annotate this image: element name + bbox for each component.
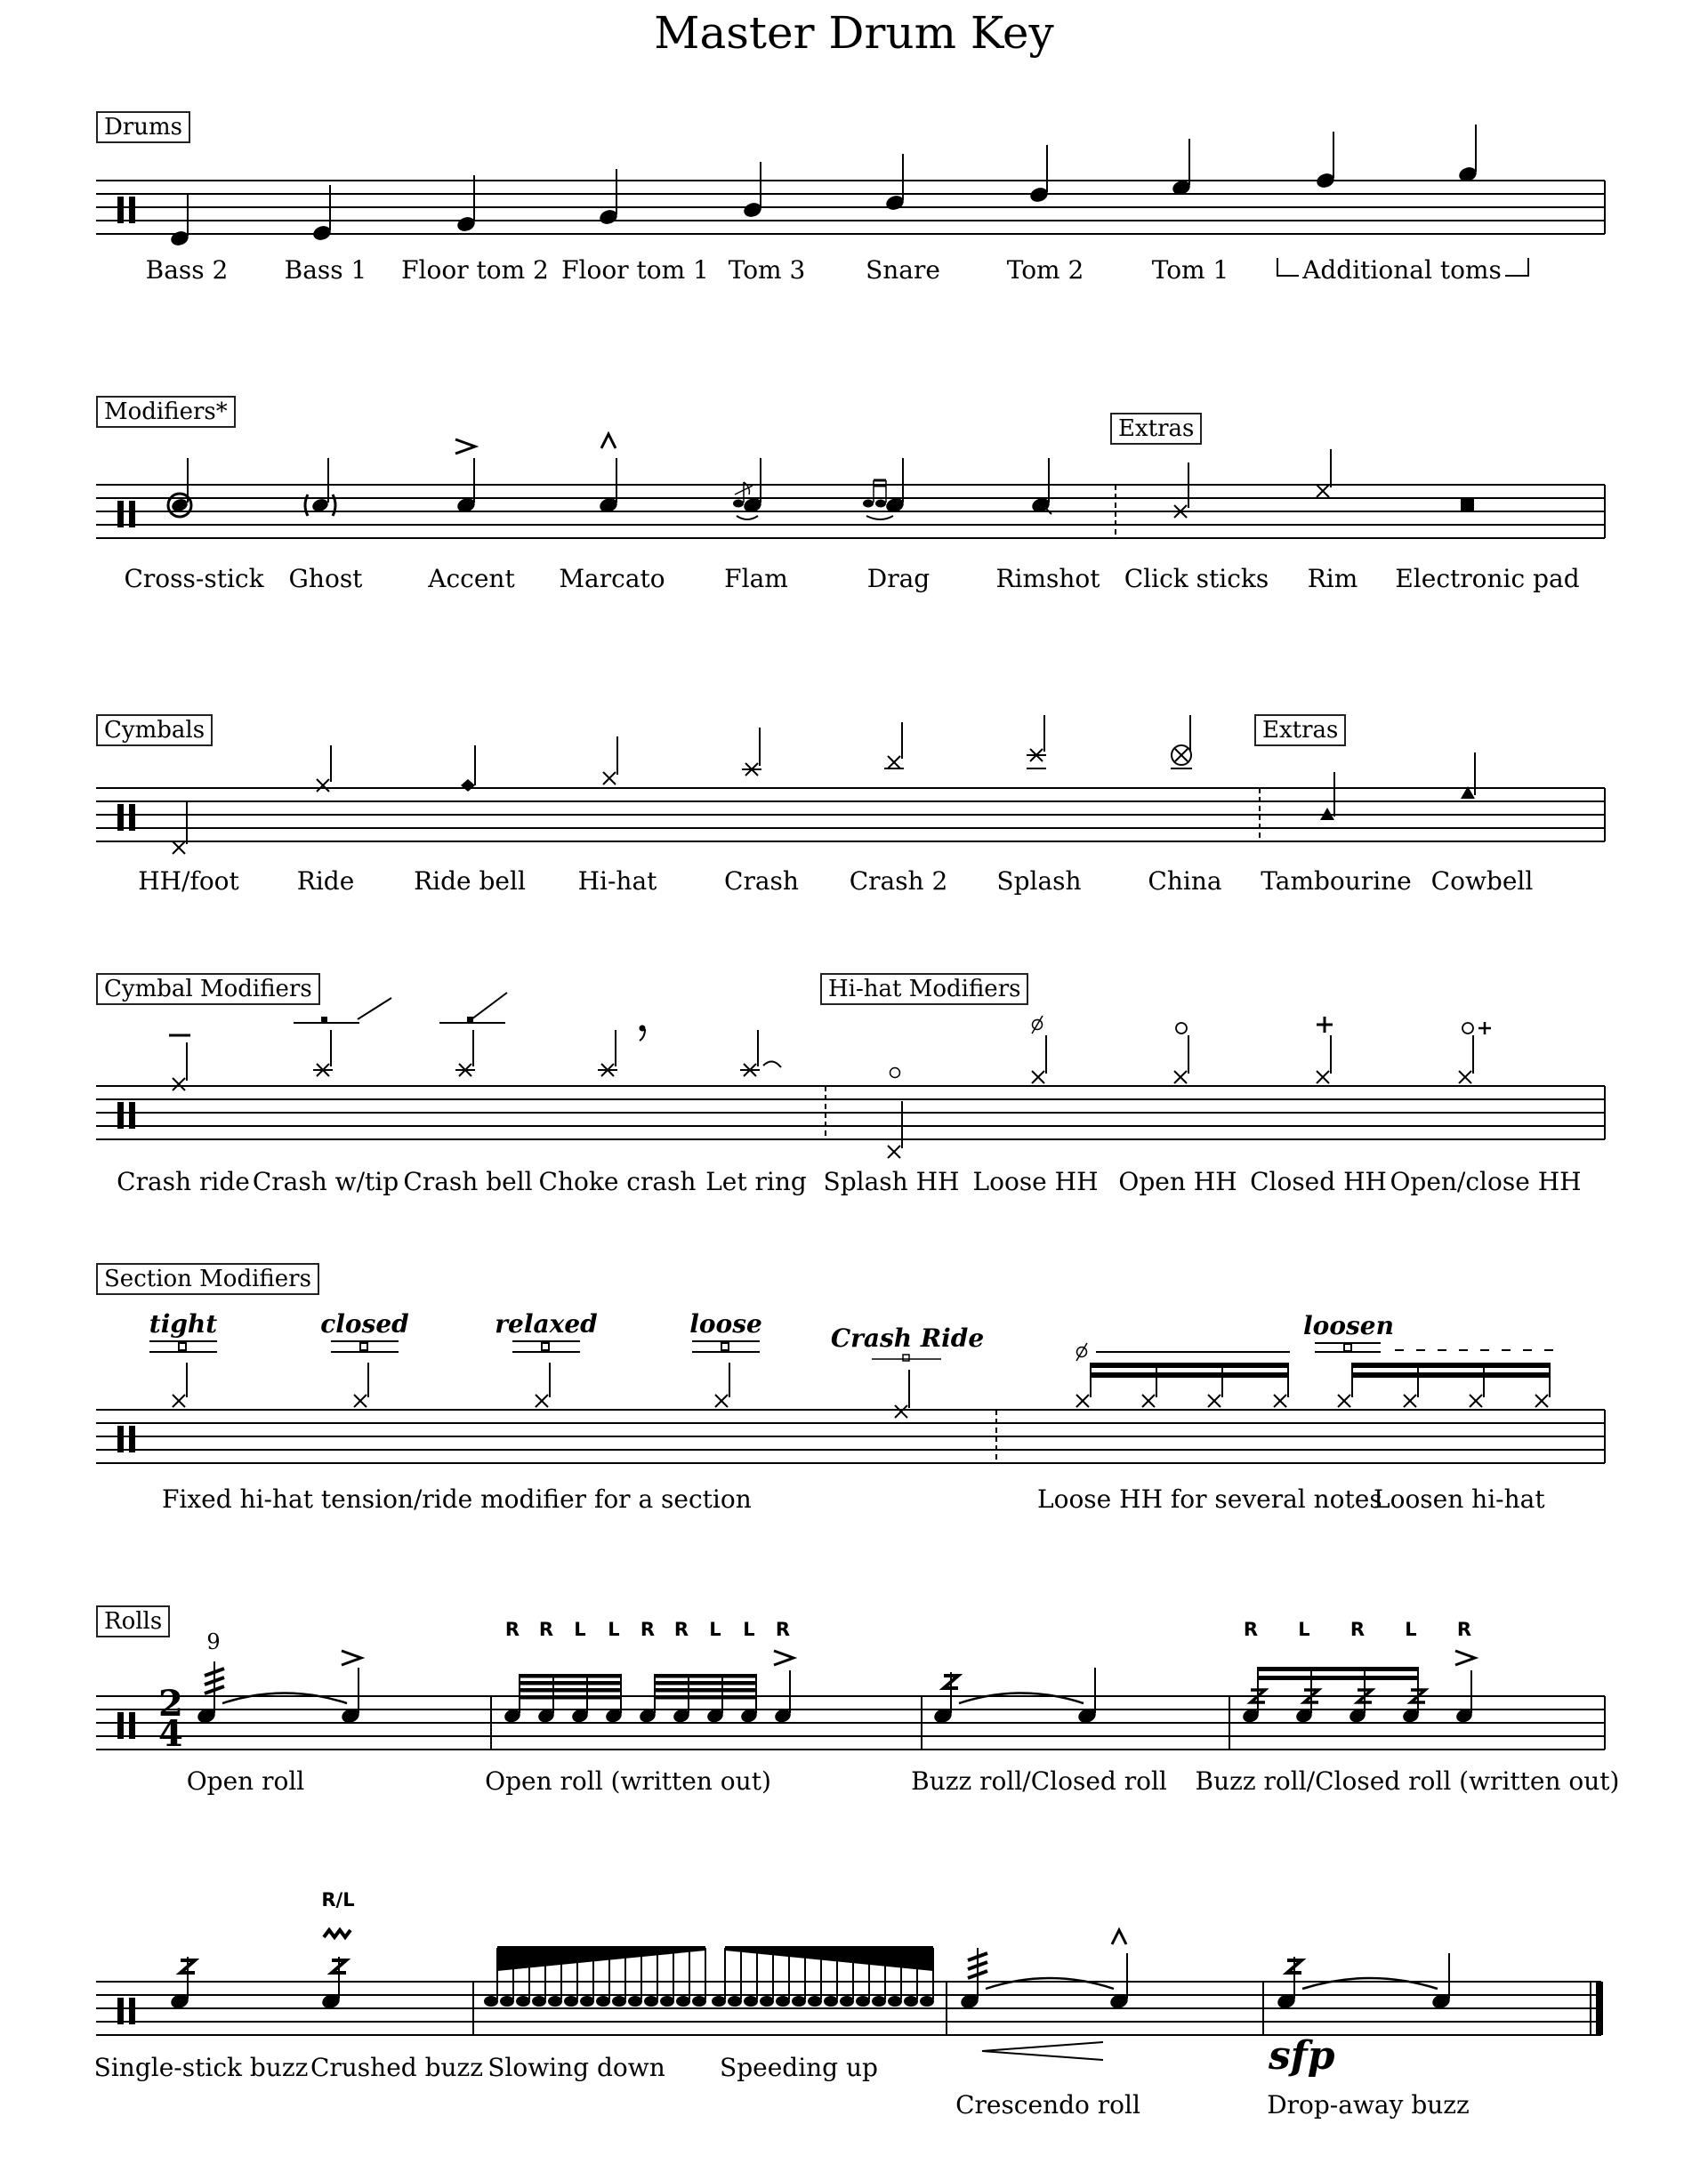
staff-cymbals bbox=[96, 788, 1605, 841]
directive-relaxed: relaxed bbox=[495, 1309, 598, 1339]
directive-tight: tight bbox=[149, 1309, 218, 1339]
section-modifier-notes bbox=[149, 1341, 1557, 1418]
note-tambourine bbox=[1320, 772, 1334, 820]
section-heading-drums: Drums bbox=[96, 111, 190, 143]
label-tom-3: Tom 3 bbox=[728, 255, 806, 285]
note-flam bbox=[733, 458, 763, 519]
tie-buzz-roll bbox=[959, 1693, 1084, 1704]
label-let-ring: Let ring bbox=[705, 1167, 807, 1196]
hh-pedal-symbol-closed bbox=[331, 1341, 399, 1352]
label-cross-stick: Cross-stick bbox=[124, 564, 264, 593]
note-open-roll-2 bbox=[340, 1651, 361, 1725]
label-floor-tom-1: Floor tom 1 bbox=[561, 255, 709, 285]
label-choke-crash: Choke crash bbox=[538, 1167, 697, 1196]
label-bass-2: Bass 2 bbox=[145, 255, 229, 285]
note-hi-hat bbox=[603, 736, 617, 784]
note-group-open-roll-written bbox=[503, 1651, 794, 1725]
label-crash: Crash bbox=[724, 866, 799, 896]
sticking-1-1: R bbox=[504, 1619, 520, 1640]
label-snare: Snare bbox=[866, 255, 940, 285]
directive-loosen: loosen bbox=[1303, 1311, 1394, 1340]
note-crash-2 bbox=[884, 722, 904, 768]
sticking-1-5: R bbox=[640, 1619, 656, 1640]
note-accent bbox=[455, 439, 477, 514]
label-crash-ride: Crash ride bbox=[117, 1167, 250, 1196]
label-crash-2: Crash 2 bbox=[849, 866, 948, 896]
page-title: Master Drum Key bbox=[654, 7, 1054, 59]
label-fixed-hihat-tension: Fixed hi-hat tension/ride modifier for a section bbox=[162, 1484, 752, 1514]
hh-pedal-symbol-loosen bbox=[1315, 1343, 1381, 1352]
drum-notes bbox=[169, 125, 1478, 247]
label-drag: Drag bbox=[866, 564, 931, 593]
note-choke-crash bbox=[598, 1026, 646, 1077]
note-snare bbox=[884, 154, 906, 212]
label-buzz-roll: Buzz roll/Closed roll bbox=[911, 1766, 1167, 1796]
label-single-stick-buzz: Single-stick buzz bbox=[93, 2053, 309, 2082]
note-china bbox=[1171, 715, 1192, 768]
note-open-hh bbox=[1174, 1023, 1188, 1083]
label-loosen-hihat: Loosen hi-hat bbox=[1374, 1484, 1545, 1514]
note-drag bbox=[863, 458, 906, 519]
note-single-stick-buzz bbox=[169, 1957, 195, 2010]
tie-crescendo-roll bbox=[986, 1978, 1114, 1989]
note-hh-loose bbox=[715, 1363, 729, 1407]
label-splash: Splash bbox=[996, 866, 1082, 896]
label-cowbell: Cowbell bbox=[1430, 866, 1534, 896]
sticking-2-4: L bbox=[1405, 1619, 1417, 1640]
note-buzz-roll-1 bbox=[932, 1672, 958, 1725]
directive-closed: closed bbox=[320, 1309, 409, 1339]
note-additional-tom-1 bbox=[1315, 132, 1336, 189]
note-rim bbox=[1317, 449, 1331, 497]
hh-pedal-symbol-loose bbox=[692, 1341, 760, 1352]
hh-pedal-symbol-crash-ride bbox=[872, 1355, 941, 1361]
label-ride: Ride bbox=[296, 866, 355, 896]
note-let-ring bbox=[740, 1030, 781, 1076]
note-floor-tom-2 bbox=[455, 175, 477, 233]
sticking-1-9: R bbox=[775, 1619, 791, 1640]
note-tom-3 bbox=[742, 162, 763, 219]
label-hh-foot: HH/foot bbox=[138, 866, 239, 896]
note-group-buzz-roll-written bbox=[1241, 1651, 1475, 1725]
label-splash-hh: Splash HH bbox=[823, 1167, 960, 1196]
tie-open-roll bbox=[222, 1693, 347, 1704]
percussion-clef-buzz bbox=[117, 1998, 135, 2024]
staff-rolls bbox=[96, 1696, 1605, 1755]
note-group-speeding-up bbox=[712, 1946, 934, 2007]
note-group-loosen-hh bbox=[1338, 1363, 1551, 1407]
note-tom-2 bbox=[1028, 145, 1050, 204]
note-floor-tom-1 bbox=[598, 169, 619, 226]
time-signature-bottom: 4 bbox=[158, 1713, 183, 1755]
sticking-1-3: L bbox=[574, 1619, 586, 1640]
sticking-2-5: R bbox=[1456, 1619, 1472, 1640]
sticking-crushed: R/L bbox=[321, 1889, 355, 1911]
label-buzz-roll-written: Buzz roll/Closed roll (written out) bbox=[1195, 1766, 1620, 1796]
directive-crash-ride: Crash Ride bbox=[830, 1323, 985, 1353]
note-crushed-buzz bbox=[320, 1930, 350, 2010]
staff-section-modifiers bbox=[96, 1410, 1605, 1463]
staff-buzz bbox=[96, 1982, 1603, 2035]
section-heading-cymbal-modifiers: Cymbal Modifiers bbox=[96, 973, 320, 1005]
note-closed-hh bbox=[1317, 1017, 1333, 1083]
note-crash-w-tip bbox=[294, 998, 391, 1076]
sticking-1-6: R bbox=[673, 1619, 689, 1640]
sticking-2-3: R bbox=[1349, 1619, 1366, 1640]
section-heading-hihat-modifiers: Hi-hat Modifiers bbox=[820, 973, 1028, 1005]
note-group-loose-hh bbox=[1076, 1363, 1289, 1407]
label-loose-hh: Loose HH bbox=[972, 1167, 1099, 1196]
percussion-clef-modifiers bbox=[117, 501, 135, 527]
section-heading-modifier-extras: Extras bbox=[1110, 413, 1202, 445]
label-flam: Flam bbox=[724, 564, 788, 593]
note-crescendo-roll-1 bbox=[959, 1948, 987, 2010]
label-rimshot: Rimshot bbox=[995, 564, 1100, 593]
note-crash bbox=[742, 728, 761, 776]
section-heading-cymbals: Cymbals bbox=[96, 714, 213, 746]
label-open-roll-written: Open roll (written out) bbox=[485, 1766, 771, 1796]
loose-hh-line bbox=[1076, 1343, 1290, 1361]
percussion-clef-cymbals bbox=[117, 804, 135, 831]
note-hh-closed bbox=[354, 1363, 368, 1407]
sticking-1-8: L bbox=[743, 1619, 755, 1640]
percussion-clef-section-modifiers bbox=[117, 1426, 135, 1452]
label-slowing-down: Slowing down bbox=[487, 2053, 665, 2082]
label-open-roll: Open roll bbox=[186, 1766, 305, 1796]
label-crescendo-roll: Crescendo roll bbox=[955, 2090, 1140, 2120]
percussion-clef-drums bbox=[117, 197, 135, 223]
percussion-clef-rolls bbox=[117, 1712, 135, 1739]
cymbal-modifier-notes bbox=[169, 993, 1491, 1158]
note-hh-relaxed bbox=[536, 1363, 550, 1407]
note-cowbell bbox=[1461, 752, 1475, 799]
note-rimshot bbox=[1030, 458, 1051, 514]
label-ride-bell: Ride bell bbox=[414, 866, 526, 896]
percussion-clef-cymbal-modifiers bbox=[117, 1102, 135, 1129]
label-closed-hh: Closed HH bbox=[1250, 1167, 1387, 1196]
note-ride bbox=[317, 745, 331, 792]
note-cross-stick bbox=[168, 458, 191, 517]
note-group-slowing-down bbox=[484, 1946, 706, 2007]
note-ride-bell bbox=[461, 745, 475, 792]
label-china: China bbox=[1148, 866, 1222, 896]
label-open-close-hh: Open/close HH bbox=[1390, 1167, 1582, 1196]
staff-modifiers bbox=[96, 485, 1605, 538]
note-crash-ride bbox=[169, 1035, 190, 1090]
hh-pedal-symbol-tight bbox=[149, 1341, 217, 1352]
sticking-1-2: R bbox=[538, 1619, 554, 1640]
sticking-1-7: L bbox=[709, 1619, 721, 1640]
note-splash bbox=[1027, 715, 1046, 768]
note-open-roll-1 bbox=[196, 1661, 224, 1725]
label-crash-w-tip: Crash w/tip bbox=[252, 1167, 399, 1196]
note-crash-bell bbox=[439, 993, 507, 1076]
label-hi-hat: Hi-hat bbox=[577, 866, 657, 896]
section-heading-section-modifiers: Section Modifiers bbox=[96, 1263, 319, 1295]
label-open-hh: Open HH bbox=[1118, 1167, 1237, 1196]
label-additional-toms: Additional toms bbox=[1302, 255, 1502, 285]
staff-drums bbox=[96, 181, 1605, 234]
label-tambourine: Tambourine bbox=[1261, 866, 1412, 896]
label-bass-1: Bass 1 bbox=[284, 255, 367, 285]
label-crushed-buzz: Crushed buzz bbox=[310, 2053, 484, 2082]
label-speeding-up: Speeding up bbox=[720, 2053, 878, 2082]
directive-loose: loose bbox=[689, 1309, 762, 1339]
note-crescendo-roll-2 bbox=[1108, 1930, 1130, 2010]
label-accent: Accent bbox=[428, 564, 515, 593]
note-electronic-pad bbox=[1461, 498, 1474, 511]
label-ghost: Ghost bbox=[288, 564, 363, 593]
roll-notes bbox=[196, 1651, 1475, 1725]
note-hh-tight bbox=[173, 1363, 187, 1407]
note-open-close-hh bbox=[1459, 1022, 1491, 1083]
tie-drop-away bbox=[1302, 1978, 1438, 1989]
hh-pedal-symbol-relaxed bbox=[512, 1341, 580, 1352]
staff-cymbal-modifiers bbox=[96, 1086, 1605, 1139]
note-click-sticks bbox=[1174, 463, 1188, 518]
label-tom-1: Tom 1 bbox=[1151, 255, 1229, 285]
section-heading-rolls: Rolls bbox=[96, 1605, 170, 1637]
time-signature-top: 2 bbox=[158, 1683, 183, 1725]
modifier-notes bbox=[168, 434, 1474, 519]
crescendo-hairpin bbox=[982, 2042, 1103, 2060]
label-rim: Rim bbox=[1307, 564, 1358, 593]
section-heading-cymbal-extras: Extras bbox=[1254, 714, 1346, 746]
label-floor-tom-2: Floor tom 2 bbox=[401, 255, 549, 285]
label-crash-bell: Crash bell bbox=[403, 1167, 533, 1196]
label-marcato: Marcato bbox=[559, 564, 665, 593]
label-electronic-pad: Electronic pad bbox=[1395, 564, 1580, 593]
note-tom-1 bbox=[1171, 139, 1192, 197]
note-loose-hh bbox=[1032, 1016, 1046, 1083]
note-drop-away-1 bbox=[1276, 1957, 1301, 2010]
dynamic-sfp: sfp bbox=[1269, 2033, 1335, 2079]
note-additional-tom-2 bbox=[1457, 125, 1478, 183]
sticking-2-1: R bbox=[1243, 1619, 1259, 1640]
note-ghost bbox=[305, 458, 335, 516]
label-click-sticks: Click sticks bbox=[1124, 564, 1269, 593]
sticking-2-2: L bbox=[1298, 1619, 1310, 1640]
section-heading-modifiers: Modifiers* bbox=[96, 396, 236, 428]
sticking-1-4: L bbox=[608, 1619, 620, 1640]
label-loose-hh-several: Loose HH for several notes bbox=[1037, 1484, 1382, 1514]
tuplet-number: 9 bbox=[206, 1629, 221, 1654]
additional-toms-bracket bbox=[1277, 258, 1528, 276]
label-drop-away-buzz: Drop-away buzz bbox=[1267, 2090, 1470, 2120]
label-tom-2: Tom 2 bbox=[1006, 255, 1084, 285]
note-marcato bbox=[598, 434, 619, 514]
cymbal-notes bbox=[173, 715, 1475, 854]
